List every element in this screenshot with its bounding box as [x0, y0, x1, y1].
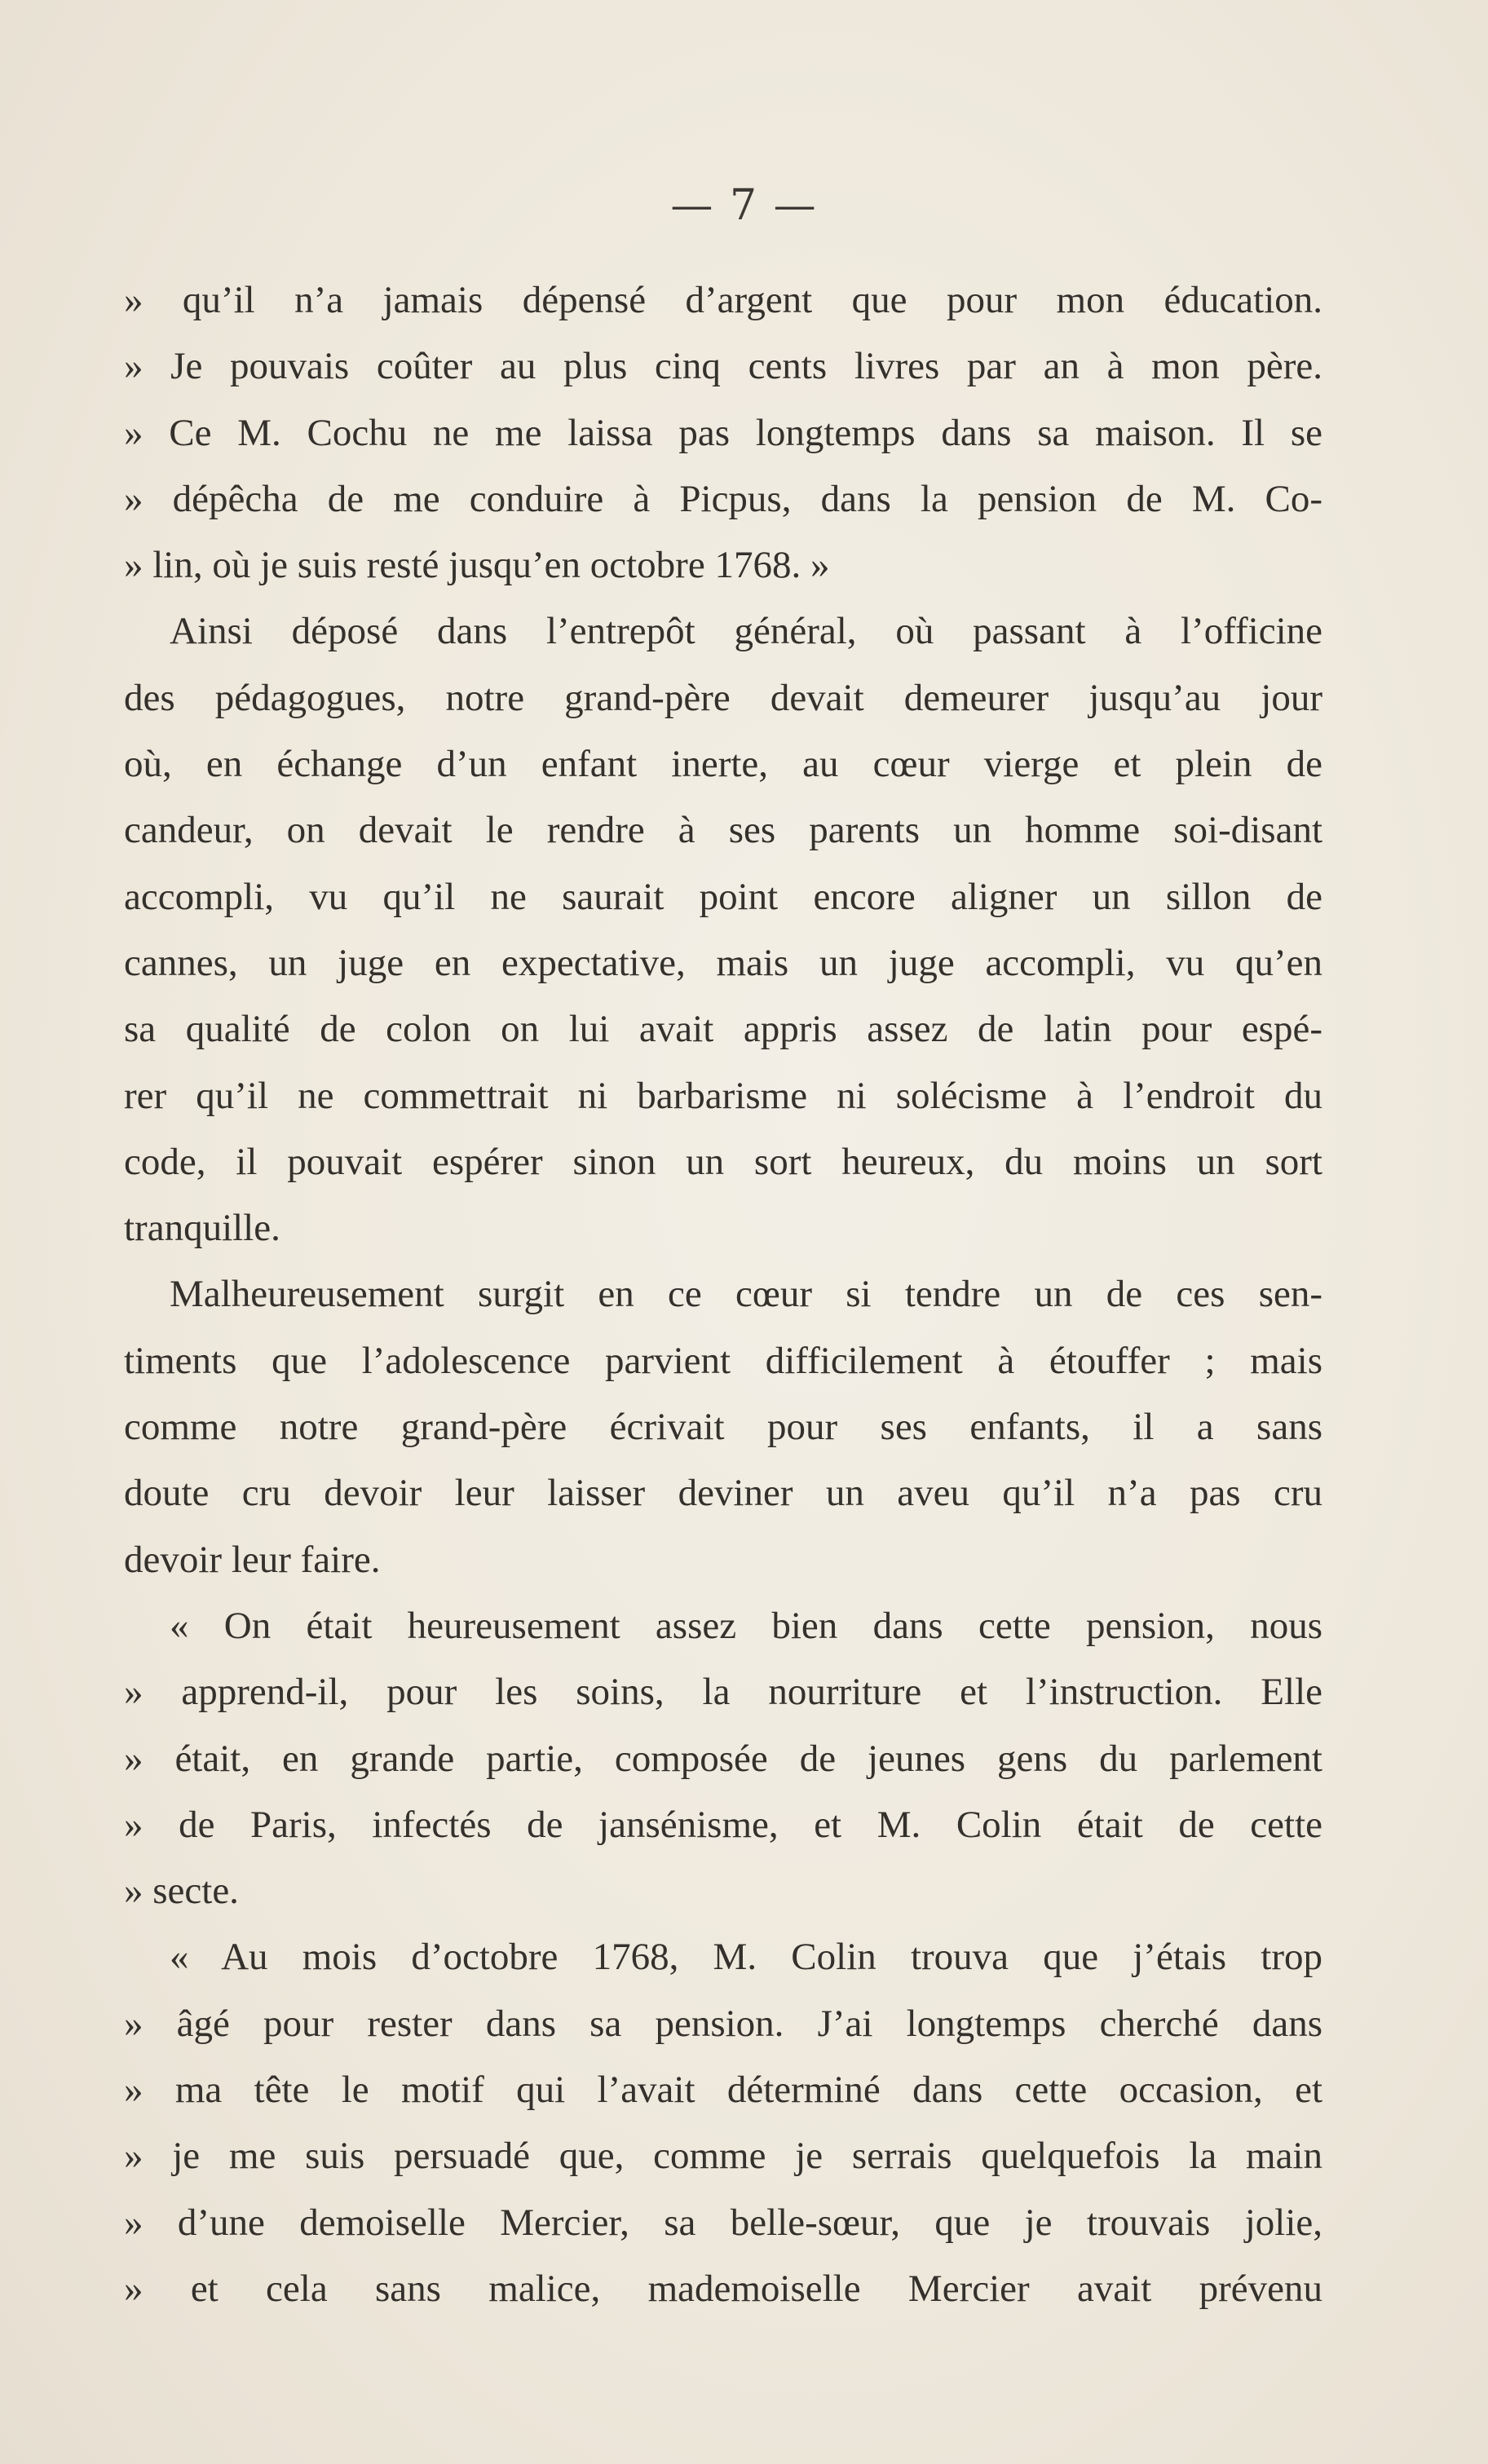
text-line: » était, en grande partie, composée de jeunes gens du parlement — [124, 1737, 1322, 1780]
text-line: » lin, où je suis resté jusqu’en octobre 1768. » — [124, 544, 830, 587]
text-line: timents que l’adolescence parvient difficilement à étouffer ; mais — [124, 1339, 1322, 1382]
text-line: sa qualité de colon on lui avait appris assez de latin pour espé- — [124, 1008, 1322, 1051]
text-line: « Au mois d’octobre 1768, M. Colin trouva que j’étais trop — [170, 1936, 1322, 1979]
text-line: devoir leur faire. — [124, 1538, 381, 1581]
text-line: » Ce M. Cochu ne me laissa pas longtemps dans sa maison. Il se — [124, 411, 1322, 454]
text-line: Ainsi déposé dans l’entrepôt général, où passant à l’officine — [170, 610, 1322, 653]
text-line: » je me suis persuadé que, comme je serrais quelquefois la main — [124, 2135, 1322, 2178]
text-line: candeur, on devait le rendre à ses parents un homme soi-disant — [124, 809, 1322, 852]
text-line: des pédagogues, notre grand-père devait demeurer jusqu’au jour — [124, 676, 1322, 719]
text-line: accompli, vu qu’il ne saurait point encore aligner un sillon de — [124, 875, 1322, 918]
page-number: — 7 — — [670, 181, 818, 230]
text-line: » de Paris, infectés de jansénisme, et M. Colin était de cette — [124, 1803, 1322, 1846]
text-line: » qu’il n’a jamais dépensé d’argent que pour mon éducation. — [124, 279, 1322, 321]
text-line: code, il pouvait espérer sinon un sort heureux, du moins un sort — [124, 1140, 1322, 1183]
text-line: » et cela sans malice, mademoiselle Mercier avait prévenu — [124, 2267, 1322, 2310]
text-line: rer qu’il ne commettrait ni barbarisme ni solécisme à l’endroit du — [124, 1074, 1322, 1117]
text-line: » ma tête le motif qui l’avait déterminé dans cette occasion, et — [124, 2069, 1322, 2112]
text-line: » âgé pour rester dans sa pension. J’ai longtemps cherché dans — [124, 2002, 1322, 2045]
text-line: où, en échange d’un enfant inerte, au cœur vierge et plein de — [124, 743, 1322, 786]
text-line: tranquille. — [124, 1207, 280, 1250]
text-line: » d’une demoiselle Mercier, sa belle-sœur, que je trouvais jolie, — [124, 2201, 1322, 2244]
text-line: » dépêcha de me conduire à Picpus, dans la pension de M. Co- — [124, 477, 1322, 520]
text-line: cannes, un juge en expectative, mais un juge accompli, vu qu’en — [124, 941, 1322, 984]
body-text — [124, 267, 1322, 2322]
text-line: » Je pouvais coûter au plus cinq cents livres par an à mon père. — [124, 345, 1322, 388]
text-line: comme notre grand-père écrivait pour ses enfants, il a sans — [124, 1406, 1322, 1449]
text-line: » apprend-il, pour les soins, la nourriture et l’instruction. Elle — [124, 1671, 1322, 1714]
text-line: doute cru devoir leur laisser deviner un aveu qu’il n’a pas cru — [124, 1472, 1322, 1515]
text-line: « On était heureusement assez bien dans cette pension, nous — [170, 1604, 1322, 1647]
text-line: Malheureusement surgit en ce cœur si tendre un de ces sen- — [170, 1273, 1322, 1316]
text-line: » secte. — [124, 1870, 239, 1913]
